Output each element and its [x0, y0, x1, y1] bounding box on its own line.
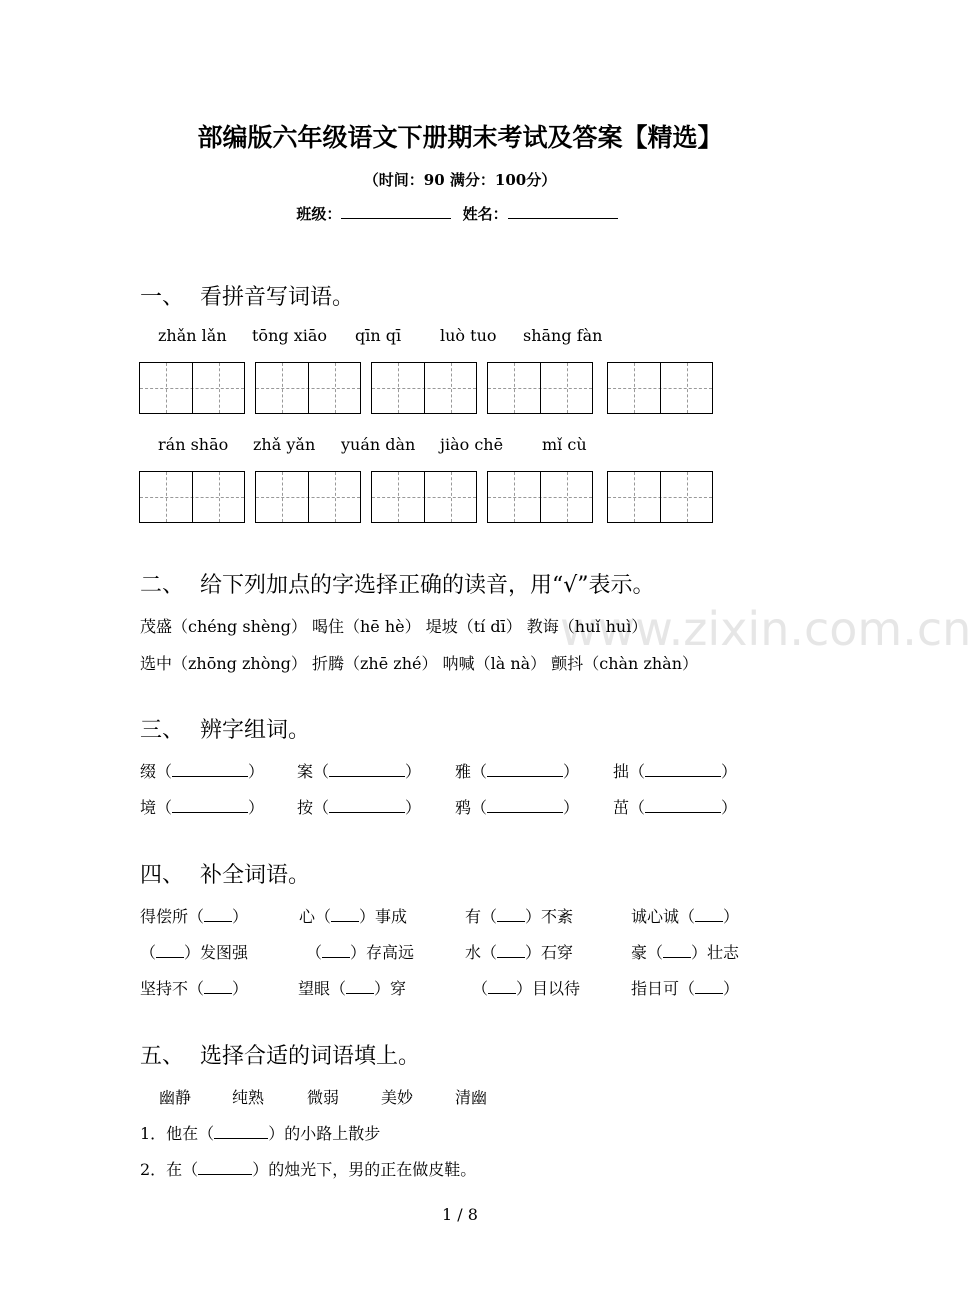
word-choice: 纯熟: [232, 1088, 265, 1107]
reading-line-1: 茂盛（chéng shèng） 喝住（hē hè） 堤坡（tí dī） 教诲（huǐ huì）: [140, 617, 648, 636]
pinyin-8: yuán dàn: [341, 435, 416, 454]
idiom-item: 得偿所（ ）: [140, 907, 249, 926]
word-choice: 清幽: [455, 1088, 488, 1107]
pinyin-7: zhǎ yǎn: [253, 435, 316, 454]
writing-grid[interactable]: [139, 362, 245, 414]
writing-grid[interactable]: [607, 362, 713, 414]
idiom-item: （ ）目以待: [472, 979, 581, 998]
student-info: [0, 203, 920, 224]
name-label: 姓名：: [462, 205, 508, 223]
writing-grid[interactable]: [487, 362, 593, 414]
word-choice: 微弱: [307, 1088, 340, 1107]
section-5-heading: 五、 选择合适的词语填上。: [140, 1044, 421, 1069]
idiom-item: 指日可（ ）: [631, 979, 740, 998]
writing-grid[interactable]: [255, 471, 361, 523]
pinyin-2: tōng xiāo: [252, 326, 328, 345]
section-2-heading: 二、 给下列加点的字选择正确的读音，用“√”表示。: [140, 573, 655, 598]
char-item: 鸦（ ）: [455, 798, 580, 817]
question-2: 2．在（ ）的烛光下，男的正在做皮鞋。: [140, 1160, 477, 1179]
exam-info: （时间：90 满分：100分）: [363, 171, 557, 189]
question-1: 1．他在（ ）的小路上散步: [140, 1124, 381, 1143]
char-item: 境（ ）: [140, 798, 265, 817]
char-item: 拙（ ）: [613, 762, 738, 781]
section-3-heading: 三、 辨字组词。: [140, 718, 311, 743]
reading-line-2: 选中（zhōng zhòng） 折腾（zhē zhé） 呐喊（là nà） 颤抖（chàn zhàn）: [140, 654, 699, 673]
pinyin-9: jiào chē: [440, 435, 504, 454]
class-label: 班级：: [296, 205, 342, 223]
idiom-item: （ ）存高远: [306, 943, 415, 962]
pinyin-1: zhǎn lǎn: [158, 326, 227, 345]
writing-grid[interactable]: [607, 471, 713, 523]
idiom-item: 水（ ）石穿: [465, 943, 574, 962]
word-choice: 幽静: [159, 1088, 192, 1107]
char-item: 按（ ）: [297, 798, 422, 817]
writing-grid[interactable]: [255, 362, 361, 414]
page-number: 1 / 8: [442, 1205, 478, 1224]
idiom-item: 诚心诚（ ）: [631, 907, 740, 926]
char-item: 雅（ ）: [455, 762, 580, 781]
char-item: 茁（ ）: [613, 798, 738, 817]
section-4-heading: 四、 补全词语。: [140, 863, 311, 888]
name-blank[interactable]: [508, 204, 618, 219]
class-blank[interactable]: [341, 204, 451, 219]
char-item: 案（ ）: [297, 762, 422, 781]
writing-grid[interactable]: [371, 362, 477, 414]
word-choice: 美妙: [381, 1088, 414, 1107]
pinyin-5: shāng fàn: [523, 326, 603, 345]
writing-grid[interactable]: [487, 471, 593, 523]
idiom-item: 坚持不（ ）: [140, 979, 249, 998]
page-title: 部编版六年级语文下册期末考试及答案【精选】: [197, 123, 723, 152]
idiom-item: 望眼（ ）穿: [298, 979, 407, 998]
idiom-item: （ ）发图强: [140, 943, 249, 962]
idiom-item: 心（ ）事成: [299, 907, 408, 926]
writing-grid[interactable]: [139, 471, 245, 523]
watermark: www.zixin.com.cn: [560, 602, 971, 656]
pinyin-10: mǐ cù: [542, 435, 587, 454]
char-item: 缀（ ）: [140, 762, 265, 781]
pinyin-3: qīn qī: [355, 326, 402, 345]
section-1-heading: 一、 看拼音写词语。: [140, 285, 355, 310]
pinyin-4: luò tuo: [440, 326, 497, 345]
idiom-item: 豪（ ）壮志: [631, 943, 740, 962]
pinyin-6: rán shāo: [158, 435, 229, 454]
idiom-item: 有（ ）不紊: [465, 907, 574, 926]
writing-grid[interactable]: [371, 471, 477, 523]
